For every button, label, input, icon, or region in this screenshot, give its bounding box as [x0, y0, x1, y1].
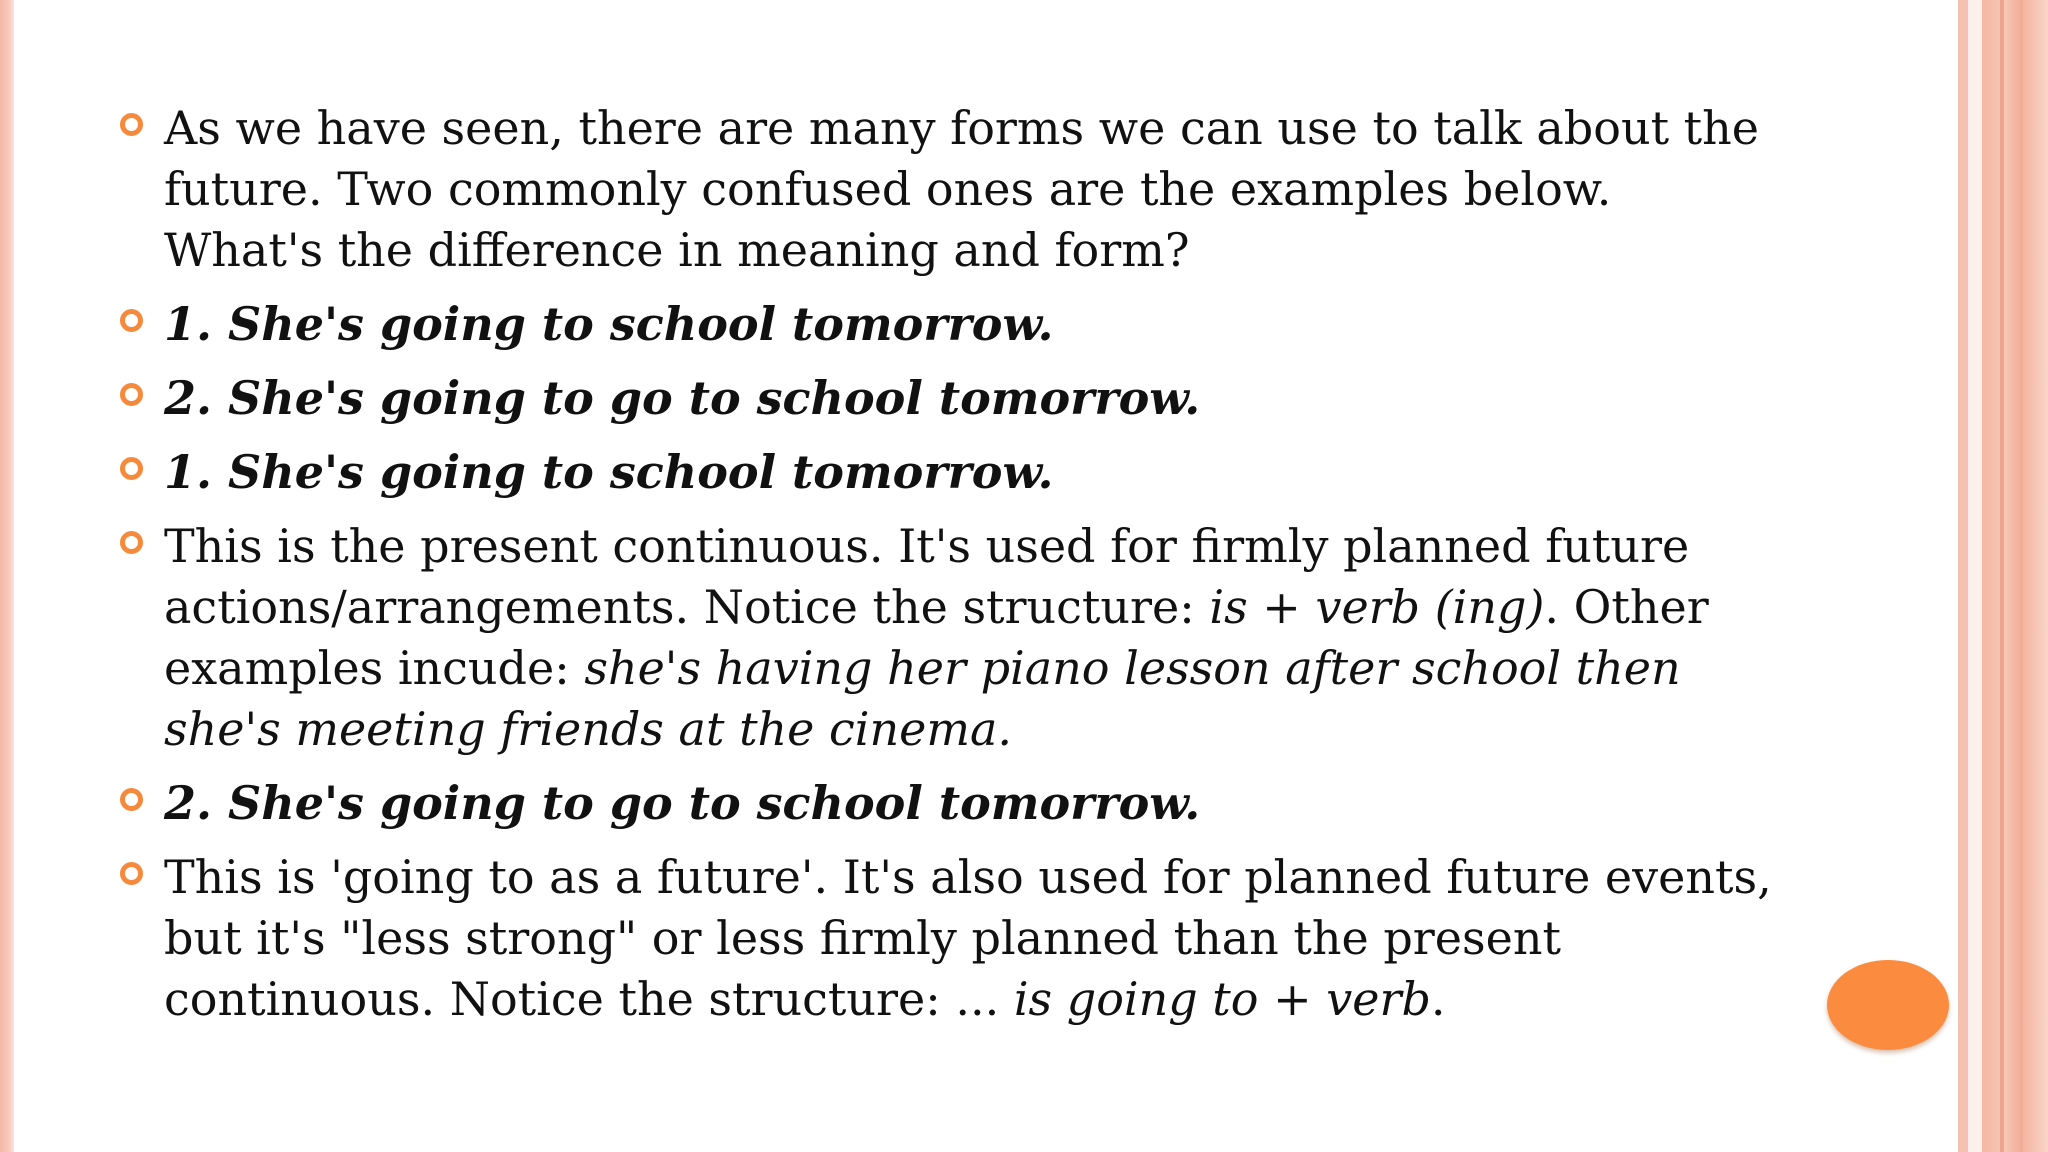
- hollow-circle-bullet-icon: [120, 113, 143, 136]
- bullet-text: As we have seen, there are many forms we can use to talk about the future. Two commonly confused ones are the examples below. What's the difference in meaning and form?: [164, 101, 1760, 277]
- right-decorative-stripe: [1958, 0, 1968, 1152]
- hollow-circle-bullet-icon: [120, 309, 143, 332]
- right-decorative-gap: [1968, 0, 1982, 1152]
- bullet-text: 1. She's going to school tomorrow.: [164, 297, 1054, 351]
- bullet-text-italic: she's having her piano lesson after school then she's meeting friends at the cinema.: [164, 641, 1681, 756]
- bullet-text-italic: is going to + verb: [1013, 972, 1431, 1026]
- bullet-text: 2. She's going to go to school tomorrow.: [164, 776, 1201, 830]
- hollow-circle-bullet-icon: [120, 788, 143, 811]
- bullet-item-example-2: [120, 368, 1780, 429]
- bullet-text-part: . Other examples incude:: [164, 580, 1709, 695]
- bullet-item-going-to-explanation: [120, 847, 1780, 1030]
- bullet-item-intro: [120, 98, 1780, 281]
- bullet-text-part: .: [1430, 972, 1446, 1026]
- bullet-list: [120, 98, 1780, 1043]
- hollow-circle-bullet-icon: [120, 531, 143, 554]
- bullet-text: 2. She's going to go to school tomorrow.: [164, 371, 1201, 425]
- bullet-item-example-1: [120, 294, 1780, 355]
- bullet-text-part: This is the present continuous. It's used for firmly planned future actions/arrangements. Notice the structure:: [164, 519, 1690, 634]
- bullet-text: 1. She's going to school tomorrow.: [164, 445, 1054, 499]
- hollow-circle-bullet-icon: [120, 862, 143, 885]
- bullet-text-part: This is 'going to as a future'. It's also used for planned future events, but it's "less strong" or less firmly planned than the present continuous. Notice the structure: ...: [164, 850, 1772, 1026]
- bullet-item-example-1-repeat: [120, 442, 1780, 503]
- left-decorative-border: [0, 0, 14, 1152]
- right-decorative-band: [1982, 0, 2048, 1152]
- bullet-text-italic: is + verb (ing): [1209, 580, 1545, 634]
- bullet-item-present-continuous-explanation: [120, 516, 1780, 760]
- bullet-item-example-2-repeat: [120, 773, 1780, 834]
- hollow-circle-bullet-icon: [120, 383, 143, 406]
- hollow-circle-bullet-icon: [120, 457, 143, 480]
- orange-circle-decoration: [1827, 960, 1949, 1050]
